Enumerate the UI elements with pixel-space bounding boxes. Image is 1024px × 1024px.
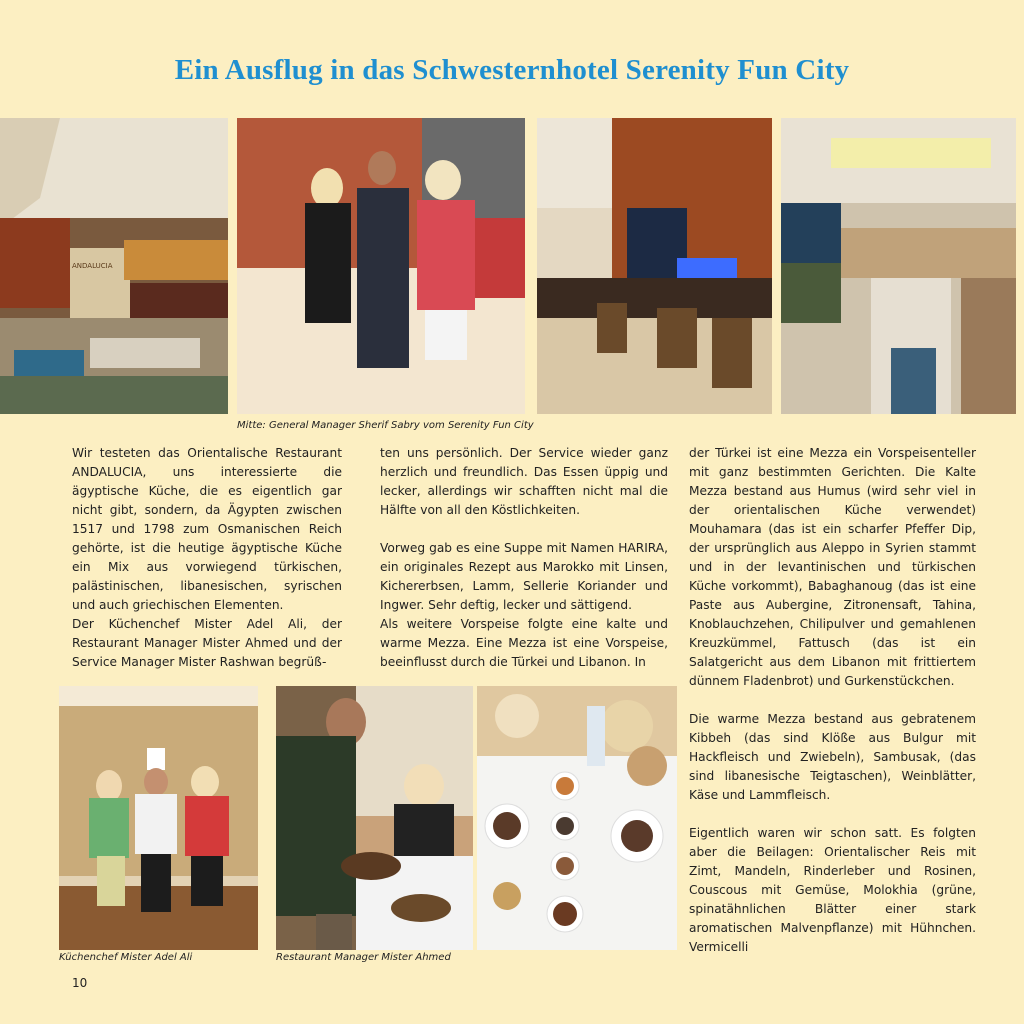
col2-paragraph-1: ten uns persönlich. Der Service wieder ganz herzlich und freundlich. Das Essen üppig und lecker, allerdings wir schafften nicht mal die Hälfte von all den Köstlichkeiten. — [380, 446, 668, 517]
chef-caption: Küchenchef Mister Adel Ali — [59, 952, 193, 963]
col2-paragraph-2: Vorweg gab es eine Suppe mit Namen HARIRA, ein originales Rezept aus Marokko mit Linsen, Kichererbsen, Lamm, Sellerie Koriander und Ingwer. Sehr deftig, lecker und sättigend. — [380, 541, 668, 612]
top-photos-caption: Mitte: General Manager Sherif Sabry vom Serenity Fun City — [237, 420, 534, 431]
manager-photo — [276, 686, 473, 950]
col3-paragraph-2: Die warme Mezza bestand aus gebratenem Kibbeh (das sind Klöße aus Bulgur mit Hackfleisch und Zwiebeln), Sambusak, (das sind libanesische Teigtaschen), Weinblätter, Käse und Lammfleisch. — [689, 712, 976, 802]
col3-paragraph-1: der Türkei ist eine Mezza ein Vorspeisenteller mit ganz bestimmten Gerichten. Die Kalte Mezza bestand aus Humus (wird sehr viel in der orientalischen Küche verwendet) Mouhamara (das ist ein scharfer Pfeffer Dip, der ursprünglich aus Aleppo in Syrien stammt und in der levantinischen und türkischen Küche vorkommt), Babaghanoug (das ist eine Paste aus Aubergine, Zitronensaft, Tahina, Knoblauchzehen, Chilipulver und gemahlenen Kreuzkümmel, Fattusch (das ist ein Salatgericht aus dem Libanon mit frittiertem dünnem Fladenbrot) und Gurkenstückchen. — [689, 446, 976, 688]
text-column-2 — [380, 444, 668, 672]
col1-paragraph-1: Wir testeten das Orientalische Restaurant ANDALUCIA, uns interessierte die ägyptische Küche, die es eigentlich gar nicht gibt, sondern, da Ägypten zwischen 1517 und 1798 zum Osmanischen Reich gehörte, ist die heutige ägyptische Küche ein Mix aus vorwiegend türkischen, palästinischen, libanesischen, syrischen und auch griechischen Elementen. — [72, 446, 342, 612]
lobby-left-photo — [0, 118, 228, 414]
col3-paragraph-3: Eigentlich waren wir schon satt. Es folgten aber die Beilagen: Orientalischer Reis mit Zimt, Mandeln, Rinderleber und Rosinen, Couscous mit Gemüse, Molokhia (grüne, spinatähnlichen Blätter einer stark aromatischen Malvenpflanze) mit Hühnchen. Vermicelli — [689, 826, 976, 954]
text-column-3 — [689, 444, 976, 957]
group-photo — [237, 118, 525, 414]
svg-text:ANDALUCIA: ANDALUCIA — [72, 262, 113, 270]
page-title: Ein Ausflug in das Schwesternhotel Serenity Fun City — [174, 54, 850, 86]
table-photo — [477, 686, 677, 950]
page-number: 10 — [72, 976, 88, 990]
col2-paragraph-3: Als weitere Vorspeise folgte eine kalte und warme Mezza. Eine Mezza ist eine Vorspeise, beeinflusst durch die Türkei und Libanon. In — [380, 617, 668, 669]
col1-paragraph-2: Der Küchenchef Mister Adel Ali, der Restaurant Manager Mister Ahmed und der Service Manager Mister Rashwan begrüß- — [72, 617, 342, 669]
manager-caption: Restaurant Manager Mister Ahmed — [276, 952, 451, 963]
bar-photo — [537, 118, 772, 414]
lobby-right-photo — [781, 118, 1016, 414]
text-column-1 — [72, 444, 342, 672]
chef-photo — [59, 686, 258, 950]
